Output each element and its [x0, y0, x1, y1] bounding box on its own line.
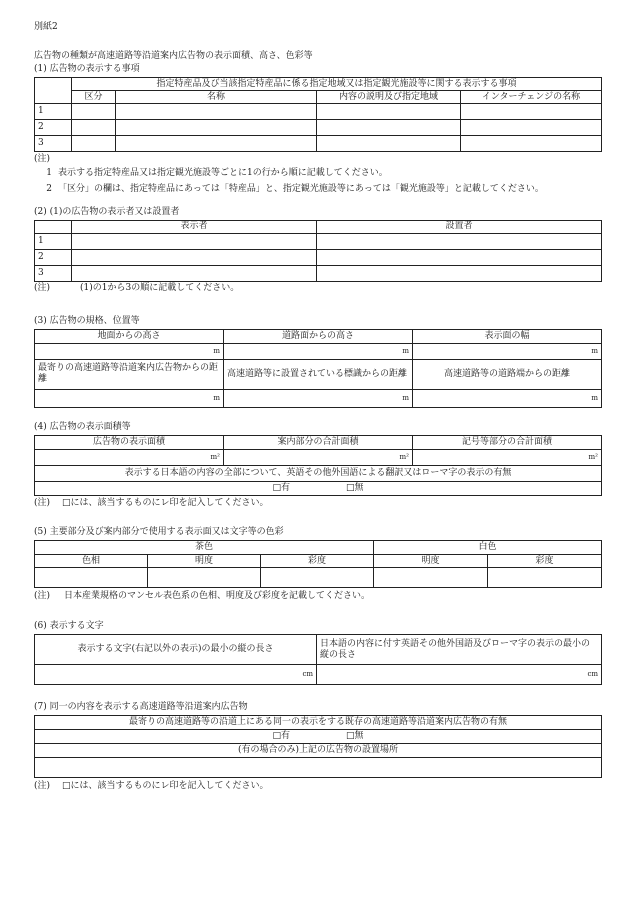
column-header: 高速道路等に設置されている標識からの距離: [224, 359, 413, 389]
row-number: 2: [35, 120, 72, 136]
description-cell[interactable]: [317, 136, 461, 152]
installer-cell[interactable]: [317, 265, 602, 281]
display-area-table: [34, 435, 602, 496]
display-area-input[interactable]: [35, 449, 224, 465]
note-text: 表示する指定特産品又は指定観光施設等ごとに1の行から順に記載してください。: [58, 168, 388, 178]
category-cell[interactable]: [72, 136, 116, 152]
specs-position-table: [34, 329, 602, 408]
road-height-input[interactable]: [224, 343, 413, 359]
table-row: [35, 665, 602, 685]
column-header: 道路面からの高さ: [224, 329, 413, 343]
section-7-title: (7) 同一の内容を表示する高速道路等沿道案内広告物: [34, 702, 248, 713]
yes-checkbox[interactable]: □有: [272, 482, 290, 493]
unit-label: m²: [210, 452, 220, 461]
unit-label: m²: [588, 452, 598, 461]
ground-height-input[interactable]: [35, 343, 224, 359]
table-row: [35, 233, 602, 249]
unit-label: m²: [399, 452, 409, 461]
characters-table: [34, 634, 602, 685]
category-cell[interactable]: [72, 120, 116, 136]
column-header: 名称: [116, 91, 317, 104]
guide-area-input[interactable]: [224, 449, 413, 465]
unit-label: cm: [302, 670, 313, 679]
interchange-cell[interactable]: [461, 136, 602, 152]
name-cell[interactable]: [116, 120, 317, 136]
row-number: 1: [35, 104, 72, 120]
road-sign-distance-input[interactable]: [224, 389, 413, 407]
group-header: 指定特産品及び当該指定特産品に係る指定地域又は指定観光施設等に関する表示する事項: [72, 78, 602, 91]
section-4-note: [34, 498, 600, 509]
note-item: [34, 182, 600, 197]
category-cell[interactable]: [72, 104, 116, 120]
note-number: 1: [46, 168, 52, 178]
existing-sign-checkboxes: [35, 730, 602, 744]
unit-label: m: [402, 393, 409, 402]
column-header: 彩度: [488, 555, 602, 568]
column-header: 表示者: [72, 220, 317, 233]
unit-label: cm: [587, 670, 598, 679]
column-header: 設置者: [317, 220, 602, 233]
note-label: (注): [34, 282, 51, 293]
row-number-header: [35, 78, 72, 104]
table-row: [35, 568, 602, 588]
brown-hue-input[interactable]: [35, 568, 148, 588]
row-number: 3: [35, 136, 72, 152]
column-header: 区分: [72, 91, 116, 104]
unit-label: m: [591, 393, 598, 402]
note-label: (注): [34, 591, 51, 602]
brown-chroma-input[interactable]: [261, 568, 374, 588]
color-table: [34, 540, 602, 588]
table-row: [35, 758, 602, 778]
unit-label: m: [213, 346, 220, 355]
section-4-title: (4) 広告物の表示面積等: [34, 421, 131, 432]
column-header: 広告物の表示面積: [35, 435, 224, 449]
translation-checkboxes: [35, 481, 602, 495]
interchange-cell[interactable]: [461, 104, 602, 120]
displayer-cell[interactable]: [72, 265, 317, 281]
description-cell[interactable]: [317, 120, 461, 136]
nearest-sign-distance-input[interactable]: [35, 389, 224, 407]
column-header: 高速道路等の道路端からの距離: [413, 359, 602, 389]
existing-sign-question: 最寄りの高速道路等の沿道上にある同一の表示をする既存の高速道路等沿道案内広告物の有無: [35, 716, 602, 730]
section-2-note: [34, 283, 600, 294]
no-checkbox[interactable]: □無: [346, 731, 364, 742]
column-header: 色相: [35, 555, 148, 568]
section-7-note: [34, 781, 600, 792]
table-row: [35, 343, 602, 359]
name-cell[interactable]: [116, 136, 317, 152]
name-cell[interactable]: [116, 104, 317, 120]
section-3-title: (3) 広告物の規格、位置等: [34, 315, 140, 326]
column-header: 彩度: [261, 555, 374, 568]
displayer-cell[interactable]: [72, 233, 317, 249]
notes-label: (注): [34, 154, 51, 164]
attachment-label: 別紙2: [34, 22, 58, 32]
description-cell[interactable]: [317, 104, 461, 120]
column-header: インターチェンジの名称: [461, 91, 602, 104]
brown-value-input[interactable]: [148, 568, 261, 588]
symbol-area-input[interactable]: [413, 449, 602, 465]
row-number: 2: [35, 249, 72, 265]
translation-question: 表示する日本語の内容の全部について、英語その他外国語による翻訳又はローマ字の表示の有無: [35, 465, 602, 481]
location-input[interactable]: [35, 758, 602, 778]
row-number: 1: [35, 233, 72, 249]
column-header: 記号等部分の合計面積: [413, 435, 602, 449]
row-number: 3: [35, 265, 72, 281]
white-value-input[interactable]: [374, 568, 488, 588]
note-text: 「区分」の欄は、指定特産品にあっては「特産品」と、指定観光施設等にあっては「観光施設等」と記載してください。: [58, 183, 544, 194]
section-5-title: (5) 主要部分及び案内部分で使用する表示面又は文字等の色彩: [34, 527, 284, 538]
location-label: (有の場合のみ)上記の広告物の設置場所: [35, 744, 602, 758]
table-row: [35, 136, 602, 152]
column-header: 表示面の幅: [413, 329, 602, 343]
note-text: □には、該当するものにレ印を記入してください。: [62, 781, 269, 792]
yes-checkbox[interactable]: □有: [272, 731, 290, 742]
section-6-title: (6) 表示する文字: [34, 621, 104, 632]
min-foreign-char-height-input[interactable]: [317, 665, 602, 685]
unit-label: m: [402, 346, 409, 355]
display-items-table: [34, 77, 602, 152]
note-item: [34, 168, 600, 179]
column-header: 内容の説明及び指定地域: [317, 91, 461, 104]
table-row: [35, 389, 602, 407]
column-header: 明度: [148, 555, 261, 568]
white-chroma-input[interactable]: [488, 568, 602, 588]
unit-label: m: [213, 393, 220, 402]
section-5-note: [34, 591, 600, 602]
column-header: 表示する文字(右記以外の表示)の最小の縦の長さ: [35, 635, 317, 665]
no-checkbox[interactable]: □無: [346, 482, 364, 493]
note-number: 2: [46, 183, 52, 194]
note-text: 日本産業規格のマンセル表色系の色相、明度及び彩度を記載してください。: [64, 591, 371, 602]
brown-group-header: 茶色: [35, 541, 374, 555]
section-2-title: (2) (1)の広告物の表示者又は設置者: [34, 206, 180, 217]
same-content-table: [34, 715, 602, 778]
displayer-installer-table: [34, 220, 602, 282]
section-1-notes: [34, 154, 600, 197]
displayer-cell[interactable]: [72, 249, 317, 265]
unit-label: m: [591, 346, 598, 355]
interchange-cell[interactable]: [461, 120, 602, 136]
table-row: [35, 265, 602, 281]
white-group-header: 白色: [374, 541, 602, 555]
column-header: 日本語の内容に付す英語その他外国語及びローマ字の表示の最小の縦の長さ: [317, 635, 602, 665]
note-text: □には、該当するものにレ印を記入してください。: [62, 497, 269, 508]
table-row: [35, 249, 602, 265]
column-header: 最寄りの高速道路等沿道案内広告物からの距離: [35, 359, 224, 389]
face-width-input[interactable]: [413, 343, 602, 359]
column-header: 地面からの高さ: [35, 329, 224, 343]
installer-cell[interactable]: [317, 233, 602, 249]
road-edge-distance-input[interactable]: [413, 389, 602, 407]
row-number-header: [35, 220, 72, 233]
note-label: (注): [34, 497, 51, 508]
note-text: (1)の1から3の順に記載してください。: [80, 282, 240, 293]
column-header: 案内部分の合計面積: [224, 435, 413, 449]
table-row: [35, 104, 602, 120]
column-header: 明度: [374, 555, 488, 568]
table-row: [35, 449, 602, 465]
table-row: [35, 120, 602, 136]
section-1-title: (1) 広告物の表示する事項: [34, 64, 140, 74]
installer-cell[interactable]: [317, 249, 602, 265]
min-char-height-input[interactable]: [35, 665, 317, 685]
document-title: 広告物の種類が高速道路等沿道案内広告物の表示面積、高さ、色彩等: [34, 51, 313, 61]
note-label: (注): [34, 781, 51, 792]
